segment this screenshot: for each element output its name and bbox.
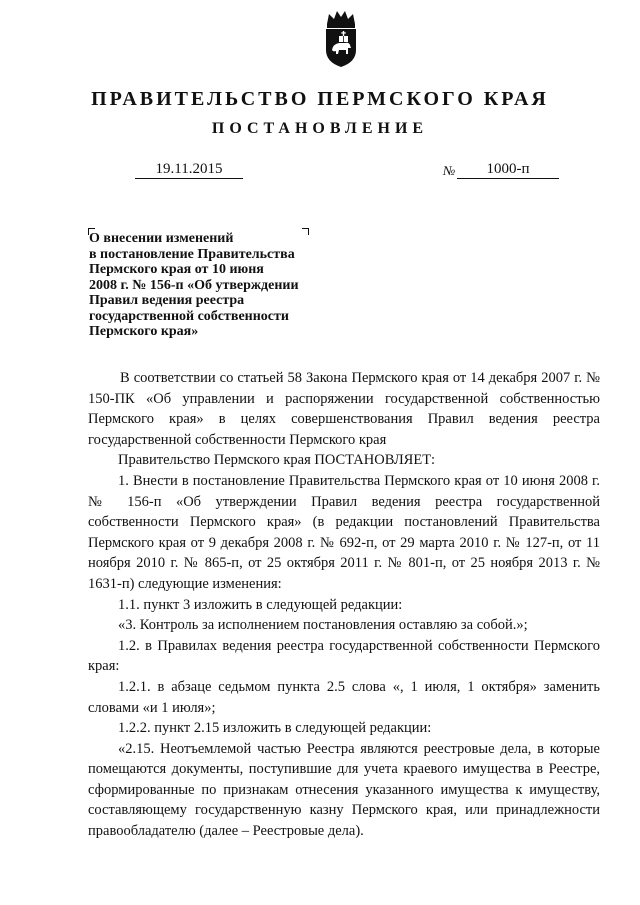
subject-line: в постановление Правительства (89, 246, 295, 262)
subject-line: 2008 г. № 156-п «Об утверждении (89, 277, 299, 293)
coat-of-arms-icon (321, 10, 361, 68)
body-paragraph: 1.2. в Правилах ведения реестра государственной собственности Пермского края: (88, 637, 600, 675)
number-label: № (443, 163, 456, 178)
subject-line: государственной собственности (89, 308, 289, 324)
document-number: 1000-п (457, 160, 559, 179)
body-paragraph: «3. Контроль за исполнением постановления оставляю за собой.»; (118, 617, 528, 634)
body-paragraph: 1. Внести в постановление Правительства Пермского края от 10 июня 2008 г. № 156-п «Об утверждении Правил ведения реестра государственной собственности Пермского края» (в редакции постановлений Правительства Пермского края от 9 декабря 2008 г. № 692-п, от 29 марта 2010 г. № 127-п, от 11 ноября 2010 г. № 865-п, от 25 октября 2011 г. № 801-п, от 25 ноября 2013 г. № 1631-п) следующие изменения: (88, 472, 600, 592)
body-paragraph: 1.1. пункт 3 изложить в следующей редакции: (118, 596, 403, 613)
subject-line: Правил ведения реестра (89, 293, 245, 308)
document-body (88, 368, 600, 842)
subject-line: Пермского края» (89, 324, 199, 339)
body-paragraph: «2.15. Неотъемлемой частью Реестра являются реестровые дела, в которые помещаются документы, поступившие для учета краевого имущества в Реестре, сформированные по признакам отнесения указанного имущества к имуществу, составляющему государственную казну Пермского края, или принадлежности правообладателю (далее – Реестровые дела). (88, 740, 600, 840)
document-type: ПОСТАНОВЛЕНИЕ (211, 120, 429, 137)
subject-line: Пермского края от 10 июня (89, 262, 264, 277)
body-paragraph: Правительство Пермского края ПОСТАНОВЛЯЕТ: (118, 452, 436, 469)
document-date: 19.11.2015 (135, 160, 243, 179)
body-paragraph: 1.2.2. пункт 2.15 изложить в следующей редакции: (118, 720, 432, 737)
body-paragraph: В соответствии со статьей 58 Закона Пермского края от 14 декабря 2007 г. № 150-ПК «Об управлении и распоряжении государственной собственностью Пермского края» в целях совершенствования Правил ведения реестра государственной собственности Пермского края (88, 370, 600, 448)
document-subject (89, 231, 329, 340)
subject-line: О внесении изменений (89, 231, 234, 246)
body-paragraph: 1.2.1. в абзаце седьмом пункта 2.5 слова «, 1 июля, 1 октября» заменить словами «и 1 июля»; (88, 678, 600, 716)
government-title: ПРАВИТЕЛЬСТВО ПЕРМСКОГО КРАЯ (91, 88, 549, 110)
